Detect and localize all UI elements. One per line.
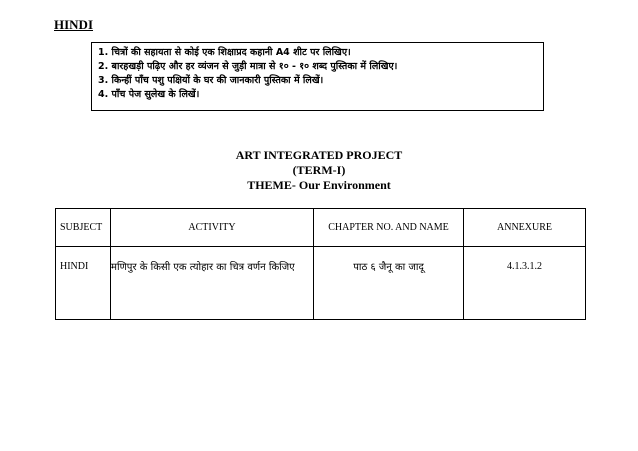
header-subject: SUBJECT	[56, 209, 111, 247]
header-chapter: CHAPTER NO. AND NAME	[314, 209, 464, 247]
cell-subject: HINDI	[56, 247, 111, 320]
instruction-item: 4. पाँच पेज सुलेख के लिखें।	[98, 89, 200, 100]
cell-chapter: पाठ ६ जैनू का जादू	[314, 247, 464, 320]
project-term: (TERM-I)	[292, 163, 346, 177]
project-heading	[0, 148, 638, 193]
instruction-item: 2. बारहखड़ी पढ़िए और हर व्यंजन से जुड़ी मात्रा से १० - १० शब्द पुस्तिका में लिखिए।	[98, 61, 398, 72]
header-activity: ACTIVITY	[111, 209, 314, 247]
instruction-item: 1. चित्रों की सहायता से कोई एक शिक्षाप्रद कहानी A4 शीट पर लिखिए।	[98, 47, 351, 58]
page-heading: HINDI	[54, 17, 94, 32]
instructions-box	[91, 42, 544, 111]
table-row	[56, 247, 586, 320]
project-table	[55, 208, 586, 320]
project-theme: THEME- Our Environment	[247, 178, 391, 192]
cell-activity: मणिपुर के किसी एक त्योहार का चित्र वर्णन किजिए	[111, 247, 314, 320]
cell-annexure: 4.1.3.1.2	[464, 247, 586, 320]
project-title: ART INTEGRATED PROJECT	[235, 148, 403, 162]
instruction-item: 3. किन्हीं पाँच पशु पक्षियों के घर की जानकारी पुस्तिका में लिखें।	[98, 75, 324, 86]
header-annexure: ANNEXURE	[464, 209, 586, 247]
table-header-row	[56, 209, 586, 247]
